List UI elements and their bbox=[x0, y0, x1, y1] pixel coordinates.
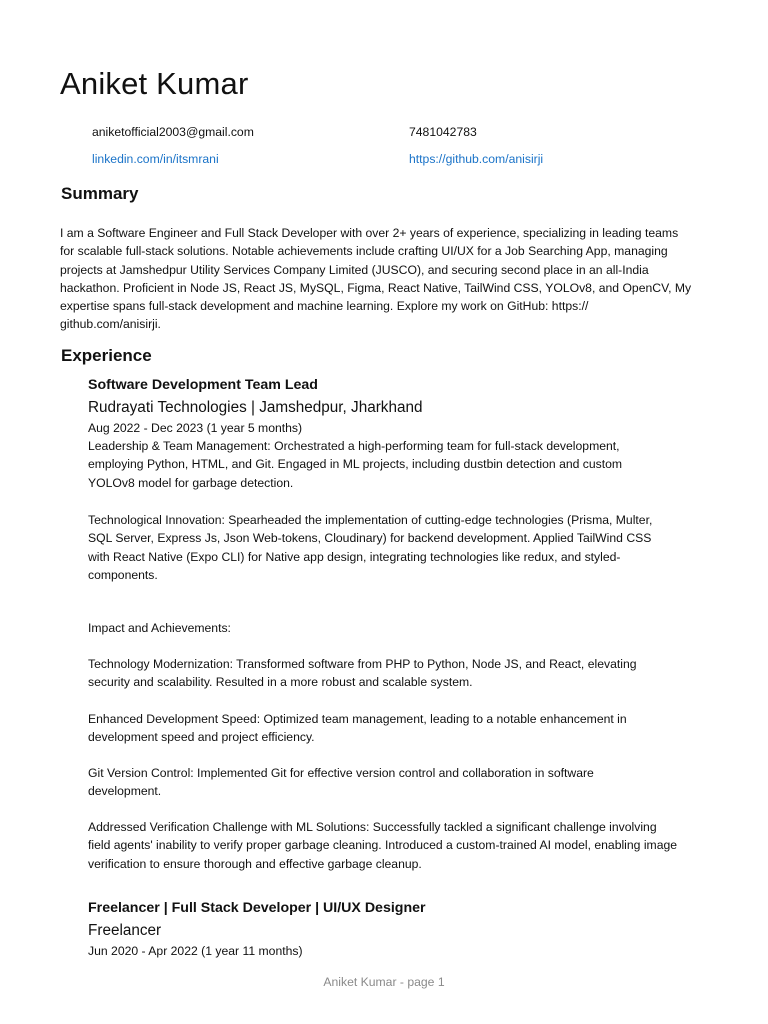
experience-heading: Experience bbox=[61, 346, 152, 365]
job-paragraph: Impact and Achievements: bbox=[88, 621, 231, 635]
job-company: Rudrayati Technologies | Jamshedpur, Jharkhand bbox=[88, 399, 423, 416]
job-entry bbox=[88, 899, 688, 960]
job-title: Software Development Team Lead bbox=[88, 377, 318, 393]
github-link[interactable]: https://github.com/anisirji bbox=[409, 152, 544, 166]
job-dates: Jun 2020 - Apr 2022 (1 year 11 months) bbox=[88, 944, 303, 958]
job-paragraph: Technology Modernization: Transformed software from PHP to Python, Node JS, and React, elevating security and scalability. Resulted in a more robust and scalable system. bbox=[88, 657, 637, 690]
job-paragraph: Addressed Verification Challenge with ML Solutions: Successfully tackled a significant challenge involving field agents' inability to verify proper garbage cleaning. Introduced a custom-trained AI model, enabling image verification to ensure thorough and effective garbage cleanup. bbox=[88, 820, 678, 871]
linkedin-link[interactable]: linkedin.com/in/itsmrani bbox=[92, 152, 219, 166]
contact-phone: 7481042783 bbox=[409, 125, 477, 139]
summary-text: I am a Software Engineer and Full Stack Developer with over 2+ years of experience, specializing in leading teams for scalable full-stack solutions. Notable achievements include crafting UI/UX for a Job Searching App, managing projects at Jamshedpur Utility Services Company Limited (JUSCO), and securing second place in an all-India hackathon. Proficient in Node JS, React JS, MySQL, Figma, React Native, TailWind CSS, YOLOv8, and OpenCV, My expertise spans full-stack development and machine learning. Explore my work on GitHub: https:// github.com/anisirji. bbox=[60, 226, 692, 332]
job-paragraph: Enhanced Development Speed: Optimized team management, leading to a notable enhancement in development speed and project efficiency. bbox=[88, 712, 627, 745]
job-entry bbox=[88, 376, 688, 437]
job-dates: Aug 2022 - Dec 2023 (1 year 5 months) bbox=[88, 421, 303, 435]
summary-heading: Summary bbox=[61, 184, 139, 203]
page-footer: Aniket Kumar - page 1 bbox=[323, 975, 445, 989]
job-company: Freelancer bbox=[88, 922, 162, 939]
job-paragraph: Leadership & Team Management: Orchestrated a high-performing team for full-stack development, employing Python, HTML, and Git. Engaged in ML projects, including dustbin detection and custom YOLOv8 model for garbage detection. bbox=[88, 439, 623, 490]
job-paragraph: Technological Innovation: Spearheaded the implementation of cutting-edge technologies (Prisma, Multer, SQL Server, Express Js, Json Web-tokens, Cloudinary) for backend development. Applied TailWind CSS with React Native (Expo CLI) for Native app design, integrating technologies like redux, and styled-components. bbox=[88, 513, 653, 582]
resume-name: Aniket Kumar bbox=[60, 66, 249, 101]
job-paragraph: Git Version Control: Implemented Git for effective version control and collaboration in software development. bbox=[88, 766, 594, 799]
contact-email: aniketofficial2003@gmail.com bbox=[92, 125, 254, 139]
job-title: Freelancer | Full Stack Developer | UI/UX Designer bbox=[88, 900, 426, 916]
